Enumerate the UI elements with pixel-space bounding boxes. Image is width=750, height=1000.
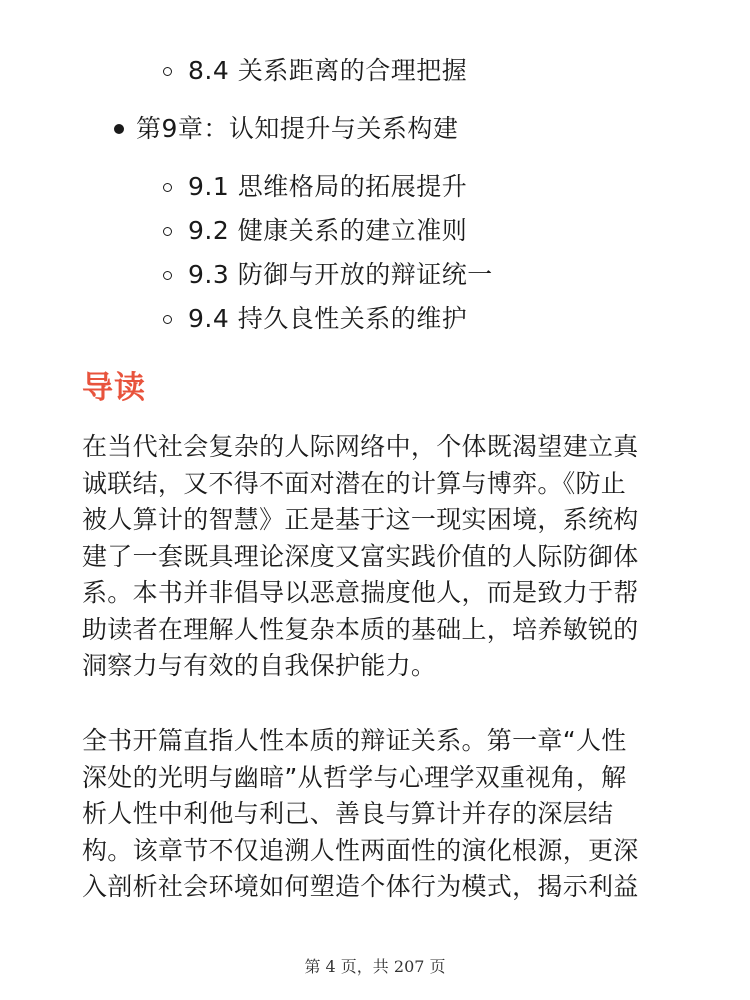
paragraph-line: 被人算计的智慧》正是基于这一现实困境，系统构 [82, 505, 639, 534]
toc-item-label: 9.3 防御与开放的辩证统一 [188, 260, 493, 289]
hollow-bullet-icon [163, 315, 172, 324]
hollow-bullet-icon [163, 227, 172, 236]
paragraph-line: 洞察力与有效的自我保护能力。 [82, 651, 437, 680]
hollow-bullet-icon [163, 271, 172, 280]
paragraph-line: 在当代社会复杂的人际网络中，个体既渴望建立真 [82, 432, 639, 461]
intro-paragraph-2 [82, 723, 672, 906]
toc-item-label: 9.2 健康关系的建立准则 [188, 216, 468, 245]
paragraph-line: 系。本书并非倡导以恶意揣度他人，而是致力于帮 [82, 578, 639, 607]
paragraph-line: 深处的光明与幽暗”从哲学与心理学双重视角，解 [82, 762, 627, 792]
toc-chapter-label: 第9章：认知提升与关系构建 [136, 114, 459, 143]
hollow-bullet-icon [163, 67, 172, 76]
paragraph-line: 助读者在理解人性复杂本质的基础上，培养敏锐的 [82, 614, 639, 644]
toc-item-label: 9.1 思维格局的拓展提升 [188, 172, 468, 201]
paragraph-line: 建了一套既具理论深度又富实践价值的人际防御体 [82, 541, 639, 571]
toc-item-label: 8.4 关系距离的合理把握 [188, 56, 468, 85]
paragraph-line: 入剖析社会环境如何塑造个体行为模式，揭示利益 [82, 872, 639, 901]
toc-item-label: 9.4 持久良性关系的维护 [188, 304, 468, 333]
hollow-bullet-icon [163, 183, 172, 192]
intro-paragraph-1 [82, 429, 672, 685]
section-heading: 导读 [82, 370, 146, 406]
paragraph-line: 诚联结，又不得不面对潜在的计算与博弈。《防止 [82, 468, 627, 498]
solid-bullet-icon [114, 124, 124, 134]
paragraph-line: 构。该章节不仅追溯人性两面性的演化根源，更深 [82, 835, 639, 865]
paragraph-line: 析人性中利他与利己、善良与算计并存的深层结 [82, 799, 614, 828]
paragraph-line: 全书开篇直指人性本质的辩证关系。第一章“人性 [82, 726, 627, 755]
page-number-footer: 第 4 页，共 207 页 [304, 957, 446, 976]
